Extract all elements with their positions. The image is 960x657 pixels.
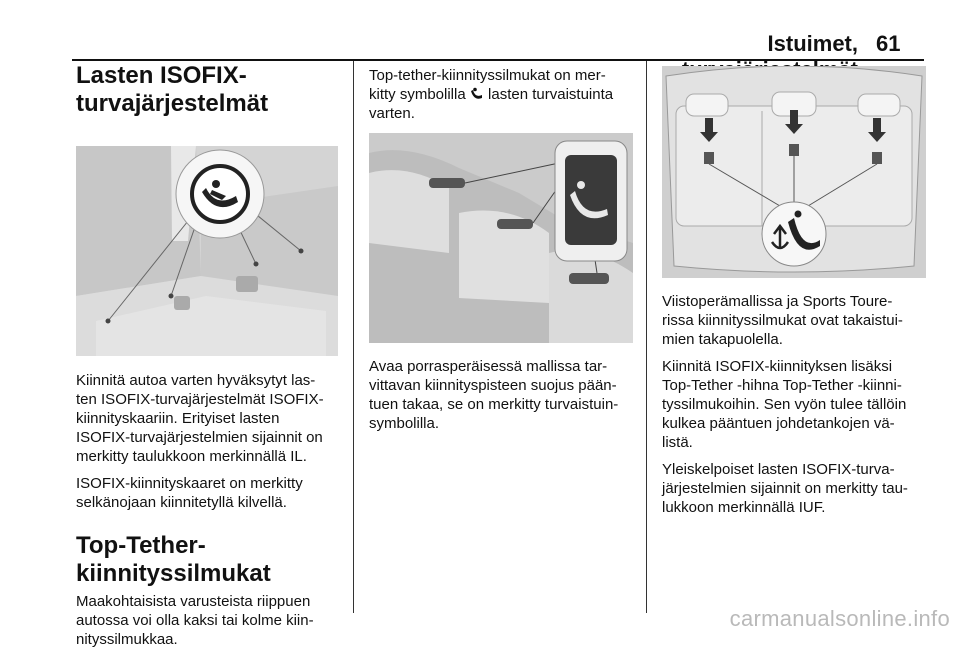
column-divider-1 [353,61,354,613]
isofix-paragraph-2: ISOFIX-kiinnityskaaret on merkitty selkänojaan kiinnitetyllä kilvellä. [76,475,303,511]
column-divider-2 [646,61,647,613]
heading-top-tether-line1: Top-Tether- [76,532,206,559]
sedan-anchor-paragraph: Avaa porrasperäisessä mallissa tar- vittavan kiinnityspisteen suojus pään- tuen takaa, se on merkitty turvaistuin- symbolilla. [369,358,619,432]
rear-seat-isofix-figure [76,146,338,356]
heading-isofix [76,62,344,118]
top-tether-intro-paragraph: Top-tether-kiinnityssilmukat on mer- kitty symbolilla lasten turvaistuinta varten. [369,67,614,122]
sedan-headrest-anchor-illustration [369,133,633,343]
column-3 [662,62,926,525]
running-header-title: Istuimet, [767,31,858,56]
sedan-headrest-anchor-figure [369,133,633,343]
hatchback-paragraph-1: Viistoperämallissa ja Sports Toure- rissa kiinnityssilmukat ovat takaistui- mien takapuolella. [662,293,903,348]
heading-isofix-line1: Lasten ISOFIX- [76,62,247,89]
top-tether-paragraph: Maakohtaisista varusteista riippuen autossa voi olla kaksi tai kolme kiin- nityssilmukkaa. [76,593,314,648]
child-seat-isofix-icon [192,166,248,222]
child-seat-anchor-icon [470,87,484,101]
hatchback-anchor-illustration [662,66,926,278]
header-rule [72,59,924,61]
rear-seat-isofix-illustration [76,146,338,356]
heading-top-tether [76,532,344,588]
hatchback-anchor-figure [662,66,926,278]
hatchback-paragraph-3: Yleiskelpoiset lasten ISOFIX-turva- järjestelmien sijainnit on merkitty tau- lukkoon merkinnällä IUF. [662,461,908,516]
page-number: 61 [876,31,901,56]
watermark: carmanualsonline.info [729,606,950,631]
column-1 [76,62,344,657]
heading-isofix-line2: turvajärjestelmät [76,90,269,117]
isofix-paragraph-1: Kiinnitä autoa varten hyväksytyt las- ten ISOFIX-turvajärjestelmät ISOFIX- kiinnityskaariin. Erityiset lasten ISOFIX-turvajärjestelmien sijainnit on merkitty taulukkoon merkinnällä IL. [76,372,324,465]
heading-top-tether-line2: kiinnityssilmukat [76,560,271,587]
column-2 [369,62,633,441]
hatchback-paragraph-2: Kiinnitä ISOFIX-kiinnityksen lisäksi Top-Tether -hihna Top-Tether -kiinni- tyssilmukoihin. Sen vyön tulee tällöin kulkea pääntuen johdetankojen vä- listä. [662,358,907,451]
